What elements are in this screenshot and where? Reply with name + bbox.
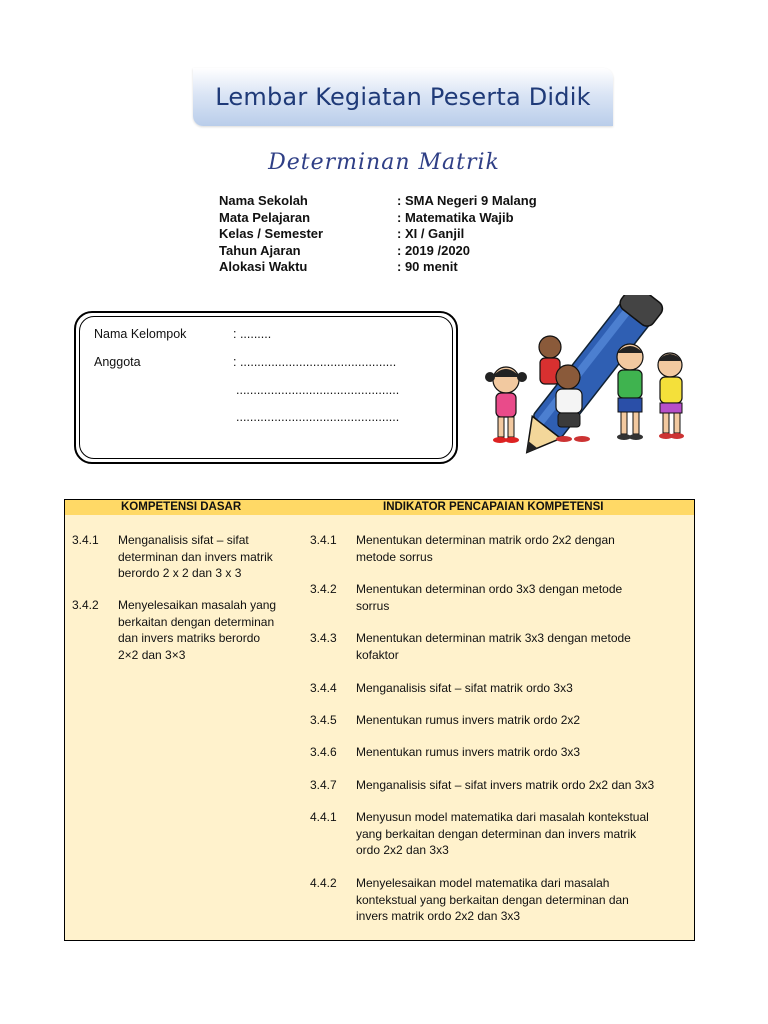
page-subtitle: Determinan Matrik	[268, 150, 500, 175]
title-banner	[193, 68, 613, 126]
ipk-text	[356, 581, 622, 614]
ipk-text	[356, 712, 580, 729]
ipk-number: 3.4.5	[310, 713, 337, 727]
page-title: Lembar Kegiatan Peserta Didik	[215, 83, 591, 111]
ipk-line: invers matrik ordo 2x2 dan 3x3	[356, 909, 521, 923]
ipk-number: 3.4.6	[310, 745, 337, 759]
ipk-number: 3.4.7	[310, 778, 337, 792]
ipk-text	[356, 532, 615, 565]
kd-text	[118, 532, 273, 582]
ipk-number: 3.4.4	[310, 681, 337, 695]
ipk-line: kontekstual yang berkaitan dengan determinan dan	[356, 892, 629, 907]
ipk-line: Menganalisis sifat – sifat invers matrik ordo 2x2 dan 3x3	[356, 778, 655, 792]
kd-number: 3.4.2	[72, 598, 99, 612]
ipk-text	[356, 680, 573, 697]
info-value: : XI / Ganjil	[397, 226, 465, 241]
ipk-text	[356, 630, 631, 663]
ipk-line: sorrus	[356, 598, 390, 613]
group-members-label: Anggota	[94, 355, 141, 369]
ipk-line: Menentukan determinan ordo 3x3 dengan metode	[356, 582, 623, 596]
ipk-text	[356, 744, 580, 761]
ipk-line: ordo 2x2 dan 3x3	[356, 843, 449, 857]
info-row-school	[219, 193, 537, 210]
kd-line: berkaitan dengan determinan	[118, 614, 275, 629]
kd-line: Menyelesaikan masalah yang	[118, 598, 277, 612]
ipk-line: Menentukan determinan matrik 3x3 dengan metode	[356, 631, 631, 645]
info-value: : 2019 /2020	[397, 242, 471, 258]
ipk-line: metode sorrus	[356, 549, 433, 564]
ipk-line: Menyusun model matematika dari masalah kontekstual	[356, 810, 649, 824]
group-member-field-1[interactable]: : .............................................	[233, 355, 397, 369]
info-row-class	[219, 226, 537, 243]
info-row-year	[219, 243, 537, 260]
kd-line: determinan dan invers matrik	[118, 549, 273, 564]
kd-number: 3.4.1	[72, 533, 99, 547]
ipk-line: Menentukan rumus invers matrik ordo 2x2	[356, 713, 581, 727]
header-indikator: INDIKATOR PENCAPAIAN KOMPETENSI	[383, 501, 604, 513]
ipk-line: kofaktor	[356, 647, 399, 662]
kd-text	[118, 597, 276, 663]
ipk-text	[356, 809, 649, 859]
info-value: : Matematika Wajib	[397, 209, 514, 225]
ipk-number: 3.4.2	[310, 582, 337, 596]
info-label: Nama Sekolah	[219, 193, 308, 208]
info-row-time	[219, 259, 537, 276]
children-pencil-illustration	[478, 295, 703, 455]
group-member-field-2[interactable]: ...............................................	[236, 383, 400, 397]
kd-line: dan invers matriks berordo	[118, 631, 261, 645]
ipk-line: Menentukan rumus invers matrik ordo 3x3	[356, 745, 581, 759]
kd-line: berordo 2 x 2 dan 3 x 3	[118, 566, 242, 580]
info-value: : 90 menit	[397, 259, 458, 274]
competency-table	[64, 499, 695, 941]
ipk-number: 4.4.2	[310, 876, 337, 890]
info-label: Tahun Ajaran	[219, 242, 301, 258]
info-label: Alokasi Waktu	[219, 259, 308, 274]
kd-line: Menganalisis sifat – sifat	[118, 533, 249, 547]
group-name-field[interactable]: : .........	[233, 327, 272, 341]
info-row-subject	[219, 210, 537, 227]
header-kompetensi-dasar: KOMPETENSI DASAR	[121, 501, 242, 513]
ipk-number: 4.4.1	[310, 810, 337, 824]
table-header	[65, 500, 694, 515]
info-label: Kelas / Semester	[219, 226, 324, 241]
group-member-field-3[interactable]: ...............................................	[236, 410, 400, 424]
group-name-label: Nama Kelompok	[94, 327, 187, 341]
ipk-number: 3.4.1	[310, 533, 337, 547]
kd-line: 2×2 dan 3×3	[118, 647, 186, 662]
ipk-line: Menganalisis sifat – sifat matrik ordo 3x3	[356, 681, 573, 695]
ipk-number: 3.4.3	[310, 631, 337, 645]
ipk-line: Menyelesaikan model matematika dari masalah	[356, 876, 610, 890]
info-value: : SMA Negeri 9 Malang	[397, 193, 537, 208]
ipk-line: yang berkaitan dengan determinan dan invers matrik	[356, 826, 637, 841]
group-box	[74, 311, 458, 464]
school-info	[219, 193, 537, 276]
ipk-line: Menentukan determinan matrik ordo 2x2 dengan	[356, 533, 615, 547]
ipk-text	[356, 777, 654, 794]
ipk-text	[356, 875, 629, 925]
info-label: Mata Pelajaran	[219, 209, 311, 225]
